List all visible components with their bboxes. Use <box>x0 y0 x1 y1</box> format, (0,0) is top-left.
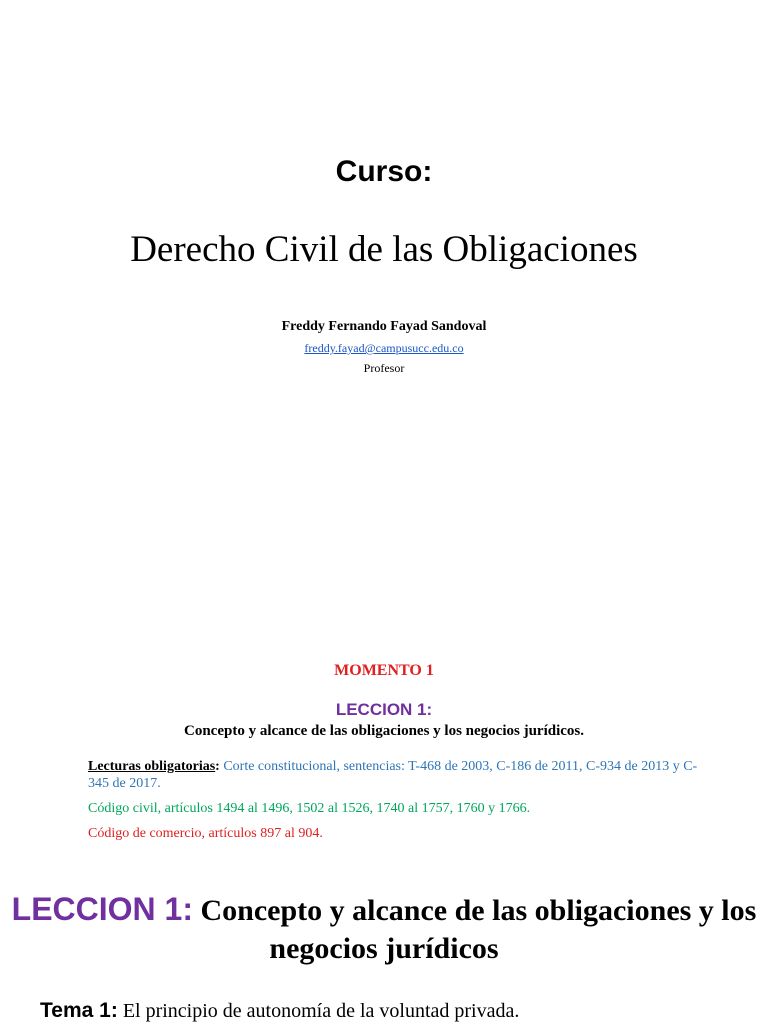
readings-block <box>88 758 698 842</box>
momento-label: MOMENTO 1 <box>334 662 434 679</box>
professor-email-link[interactable]: freddy.fayad@campusucc.edu.co <box>304 341 464 355</box>
readings-codigo-comercio: Código de comercio, artículos 897 al 904. <box>88 826 323 841</box>
tema-text: El principio de autonomía de la voluntad privada. <box>122 1000 520 1022</box>
readings-corte: Corte constitucional, sentencias: T-468 de 2003, C-186 de 2011, C-934 de 2013 y C-345 de 2017. <box>88 759 698 791</box>
leccion-big-label: LECCION 1: <box>11 891 193 927</box>
readings-colon: : <box>215 759 220 774</box>
curso-heading: Curso: <box>335 155 433 188</box>
leccion-big-heading <box>0 890 768 968</box>
readings-label: Lecturas obligatorias <box>88 759 216 774</box>
leccion-subtitle: Concepto y alcance de las obligaciones y los negocios jurídicos. <box>184 723 584 739</box>
professor-role: Profesor <box>363 361 405 375</box>
leccion-big-text: Concepto y alcance de las obligaciones y los negocios jurídicos <box>200 894 757 965</box>
tema-label: Tema 1: <box>40 999 118 1022</box>
professor-email-line <box>0 340 768 356</box>
leccion-label: LECCION 1: <box>335 700 433 719</box>
readings-corte-line <box>88 758 698 792</box>
readings-codigo-civil: Código civil, artículos 1494 al 1496, 1502 al 1526, 1740 al 1757, 1760 y 1766. <box>88 801 531 816</box>
professor-name: Freddy Fernando Fayad Sandoval <box>281 319 487 334</box>
tema-line <box>40 998 760 1024</box>
course-title: Derecho Civil de las Obligaciones <box>130 229 638 270</box>
